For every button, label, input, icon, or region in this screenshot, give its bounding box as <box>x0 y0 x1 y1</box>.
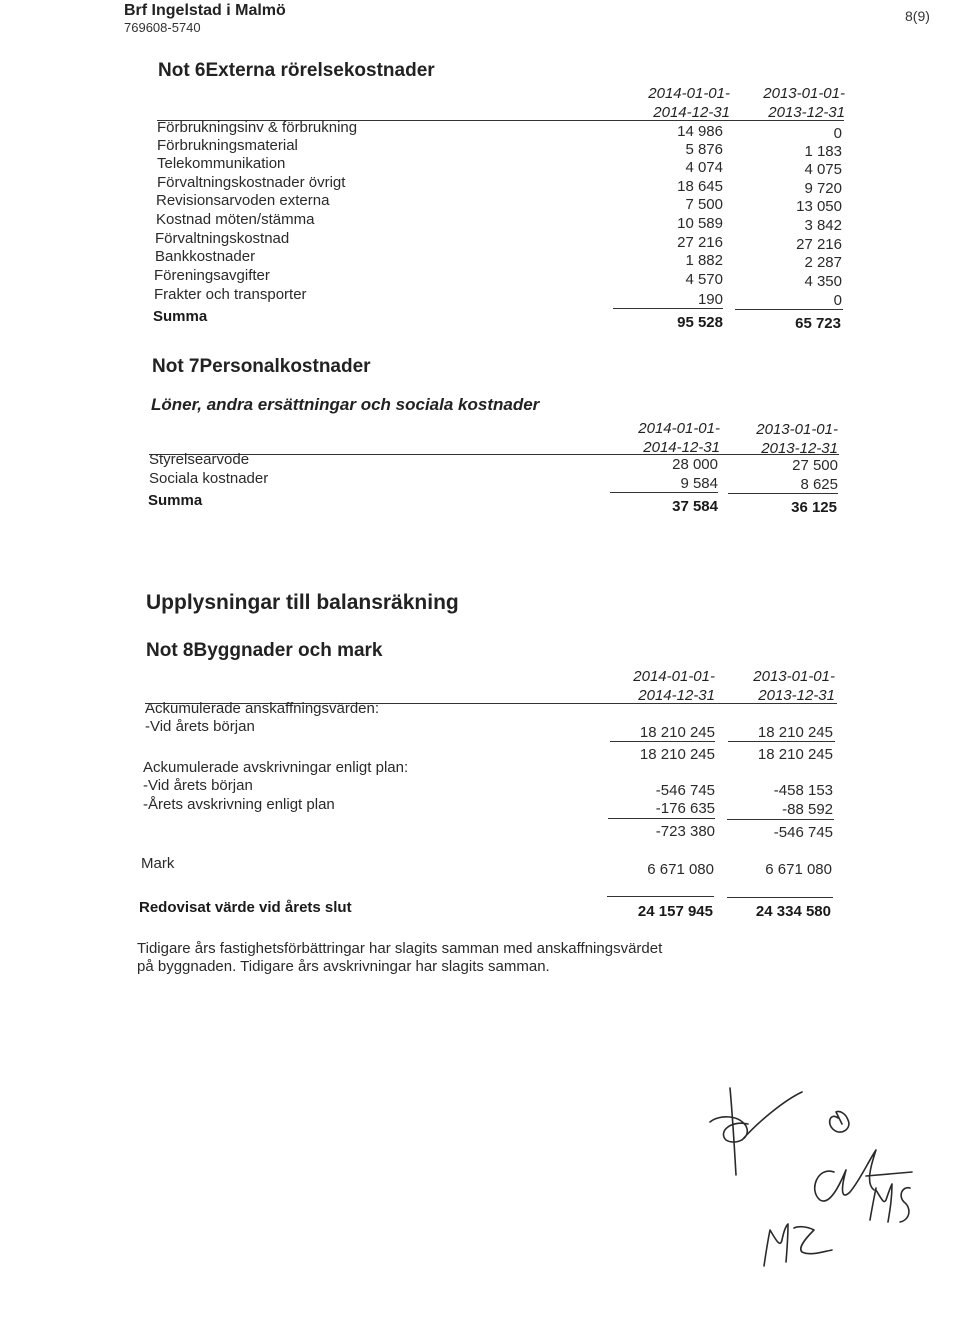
handwritten-signatures <box>690 1080 930 1280</box>
note6-row-2013: 3 842 <box>804 217 842 234</box>
note6-title: Externa rörelsekostnader <box>205 60 435 81</box>
note6-row-2014: 5 876 <box>685 141 723 158</box>
note8-acq-heading: Ackumulerade anskaffningsvärden: <box>145 700 380 717</box>
note8-land-2013: 6 671 080 <box>765 861 832 878</box>
note6-row-label: Bankkostnader <box>155 248 256 265</box>
note6-row-label: Föreningsavgifter <box>154 267 270 284</box>
note7-row-2014: 28 000 <box>672 456 718 473</box>
note6-row-2013: 1 183 <box>804 143 842 160</box>
note8-acq-start-2013: 18 210 245 <box>757 724 833 741</box>
note8-book-rule-2014 <box>607 896 714 897</box>
note7-period-2013 <box>708 420 838 458</box>
note8-dep-start-2014: -546 745 <box>655 782 715 799</box>
note8-book-value-label: Redovisat värde vid årets slut <box>139 899 352 916</box>
note6-row-label: Telekommunikation <box>157 155 286 172</box>
note6-row-2014: 1 882 <box>685 252 723 269</box>
note6-number: Not 6 <box>158 60 206 81</box>
note8-heading <box>146 640 383 662</box>
note7-row-label: Sociala kostnader <box>149 470 269 487</box>
note7-sum-rule-2014 <box>610 492 718 493</box>
note6-heading <box>158 60 435 82</box>
period-end: 2014-12-31 <box>643 439 720 456</box>
period-end: 2013-12-31 <box>768 104 845 121</box>
balance-section-title: Upplysningar till balansräkning <box>146 591 459 614</box>
note7-heading <box>152 356 371 378</box>
note6-row-2013: 0 <box>833 125 842 142</box>
note6-row-label: Revisionsarvoden externa <box>156 192 330 209</box>
signature-initials <box>870 1184 910 1222</box>
period-end: 2013-12-31 <box>758 687 835 704</box>
note6-sum-label: Summa <box>153 308 208 325</box>
period-start: 2013-01-01- <box>756 421 838 438</box>
note7-number: Not 7 <box>152 356 200 377</box>
note7-row-2013: 8 625 <box>800 476 838 493</box>
note8-acq-start-label: -Vid årets början <box>145 718 255 735</box>
note8-dep-rule-2013 <box>727 819 834 820</box>
period-start: 2014-01-01- <box>648 85 730 102</box>
note7-row-2014: 9 584 <box>680 475 718 492</box>
organization-name: Brf Ingelstad i Malmö <box>124 2 286 19</box>
note6-row-2013: 2 287 <box>804 254 842 271</box>
note7-sum-label: Summa <box>148 492 203 509</box>
note6-row-2013: 9 720 <box>804 180 842 197</box>
note7-row-label: Styrelsearvode <box>149 451 250 468</box>
note6-row-2014: 10 589 <box>677 215 723 232</box>
signature-4 <box>764 1224 832 1266</box>
note8-acq-rule-2013 <box>728 741 835 742</box>
note6-row-2014: 190 <box>697 291 723 308</box>
note7-sum-2013: 36 125 <box>791 499 837 516</box>
note8-period-2014 <box>585 667 715 705</box>
note8-title: Byggnader och mark <box>193 640 383 661</box>
note8-land-2014: 6 671 080 <box>647 861 714 878</box>
note8-acq-total-2014: 18 210 245 <box>639 746 715 763</box>
organization-number: 769608-5740 <box>124 20 201 35</box>
period-start: 2014-01-01- <box>638 420 720 437</box>
note6-row-2013: 27 216 <box>796 236 842 253</box>
note8-dep-start-label: -Vid årets början <box>143 777 253 794</box>
note8-footnote-line1: Tidigare års fastighetsförbättringar har slagits samman med anskaffningsvärdet <box>137 940 663 957</box>
note7-header-rule <box>149 454 839 455</box>
signature-3 <box>815 1150 912 1201</box>
note7-period-2014 <box>590 419 720 457</box>
signature-1 <box>710 1088 802 1175</box>
note8-dep-year-2014: -176 635 <box>655 800 715 817</box>
note8-dep-heading: Ackumulerade avskrivningar enligt plan: <box>143 759 409 776</box>
note8-dep-start-2013: -458 153 <box>773 782 833 799</box>
note6-sum-rule-2013 <box>735 309 843 310</box>
note8-land-label: Mark <box>141 855 175 872</box>
note8-acq-start-2014: 18 210 245 <box>639 724 715 741</box>
note7-subtitle: Löner, andra ersättningar och sociala kostnader <box>151 395 540 414</box>
note6-row-2013: 13 050 <box>796 198 842 215</box>
note6-row-2014: 4 570 <box>685 271 723 288</box>
note6-sum-2014: 95 528 <box>677 314 723 331</box>
note6-period-2013 <box>715 84 845 122</box>
note8-dep-total-2014: -723 380 <box>655 823 715 840</box>
note8-dep-rule-2014 <box>608 818 715 819</box>
note8-book-value-2013: 24 334 580 <box>755 903 831 920</box>
note8-number: Not 8 <box>146 640 194 661</box>
signature-2 <box>830 1111 849 1132</box>
period-start: 2013-01-01- <box>763 85 845 102</box>
note6-row-label: Förvaltningskostnad <box>155 230 290 247</box>
note6-row-2014: 14 986 <box>677 123 723 140</box>
note6-row-2013: 4 075 <box>804 161 842 178</box>
note6-row-label: Frakter och transporter <box>154 286 307 303</box>
note6-row-label: Förvaltningskostnader övrigt <box>157 174 346 191</box>
note8-dep-year-2013: -88 592 <box>782 801 833 818</box>
note7-title: Personalkostnader <box>199 356 371 377</box>
period-start: 2013-01-01- <box>753 668 835 685</box>
note6-row-2014: 7 500 <box>685 196 723 213</box>
note7-sum-rule-2013 <box>728 493 838 494</box>
note6-row-2014: 18 645 <box>677 178 723 195</box>
note6-row-label: Kostnad möten/stämma <box>156 211 315 228</box>
period-end: 2014-12-31 <box>638 687 715 704</box>
note6-row-2014: 4 074 <box>685 159 723 176</box>
note8-acq-rule-2014 <box>610 741 715 742</box>
note6-sum-2013: 65 723 <box>795 315 841 332</box>
note8-book-value-2014: 24 157 945 <box>637 903 713 920</box>
note6-row-2013: 4 350 <box>804 273 842 290</box>
period-start: 2014-01-01- <box>633 668 715 685</box>
note8-book-rule-2013 <box>727 897 833 898</box>
period-end: 2013-12-31 <box>761 440 838 457</box>
page-number: 8(9) <box>905 8 930 24</box>
note8-acq-total-2013: 18 210 245 <box>757 746 833 763</box>
note7-sum-2014: 37 584 <box>672 498 718 515</box>
note6-row-label: Förbrukningsinv & förbrukning <box>157 119 358 136</box>
note8-footnote-line2: på byggnaden. Tidigare års avskrivningar har slagits samman. <box>137 958 550 975</box>
period-end: 2014-12-31 <box>653 104 730 121</box>
note6-row-label: Förbrukningsmaterial <box>157 137 298 154</box>
note7-row-2013: 27 500 <box>792 457 838 474</box>
note8-dep-total-2013: -546 745 <box>773 824 833 841</box>
note6-sum-rule-2014 <box>613 308 723 309</box>
note8-dep-year-label: -Årets avskrivning enligt plan <box>143 796 335 813</box>
note6-row-2013: 0 <box>833 292 842 309</box>
note6-period-2014 <box>600 84 730 122</box>
note6-row-2014: 27 216 <box>677 234 723 251</box>
note8-period-2013 <box>705 667 835 705</box>
